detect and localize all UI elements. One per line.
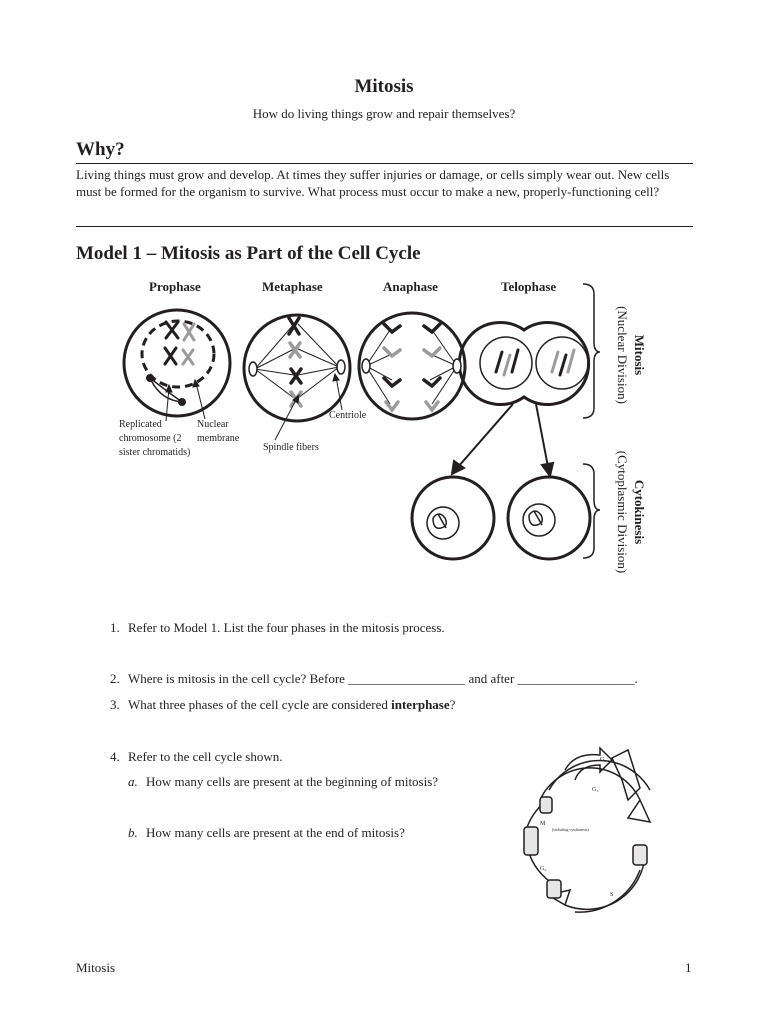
question-4-text: Refer to the cell cycle shown. — [128, 749, 283, 764]
question-3-text-post: ? — [449, 697, 456, 712]
cycle-label-g2: G₂ — [540, 866, 547, 872]
question-3-bold: interphase — [391, 697, 450, 712]
anaphase-spindle-fibers — [366, 330, 457, 404]
side-brackets — [583, 284, 600, 558]
anaphase-cell — [359, 313, 465, 419]
page-title: Mitosis — [354, 76, 414, 97]
anaphase-chromosomes — [384, 324, 440, 410]
prophase-spindle — [150, 378, 182, 402]
daughter-cell-left — [412, 477, 494, 559]
telophase-chromosomes — [496, 350, 574, 375]
footer-page-number: 1 — [685, 960, 692, 975]
why-text: Living things must grow and develop. At times they suffer injuries or damage, or cells simply wear out. New cells must be formed for the organism to survive. What process must occur to make a new, properly-functioning cell? — [76, 167, 670, 199]
centriole-label: Centriole — [329, 410, 367, 421]
question-4-number: 4. — [110, 749, 120, 764]
question-4 — [110, 748, 283, 765]
replicated-chromosome-label: Replicated chromosome (2 sister chromatids) — [119, 419, 191, 458]
footer-title: Mitosis — [76, 960, 116, 975]
prophase-chromosomes — [165, 322, 194, 364]
question-1-text: Refer to Model 1. List the four phases in the mitosis process. — [128, 620, 445, 635]
cycle-label-g0: G₀ — [600, 757, 607, 763]
cycle-label-s: S — [610, 892, 614, 898]
daughter-cell-right — [508, 477, 590, 559]
question-2-number: 2. — [110, 671, 120, 686]
label-anaphase: Anaphase — [383, 279, 438, 294]
question-4b-text: How many cells are present at the end of mitosis? — [146, 825, 405, 840]
question-4a-text: How many cells are present at the beginning of mitosis? — [146, 774, 439, 789]
question-4b — [128, 825, 405, 841]
question-4a — [128, 774, 438, 790]
question-1-number: 1. — [110, 620, 120, 635]
cytokinesis-side-subtitle: (Cytoplasmic Division) — [615, 450, 630, 574]
page-subtitle: How do living things grow and repair themselves? — [252, 106, 516, 121]
question-3-text-pre: What three phases of the cell cycle are considered — [128, 697, 392, 712]
cycle-label-g1: G₁ — [592, 787, 599, 793]
why-heading: Why? — [76, 139, 125, 160]
cytokinesis-side-title: Cytokinesis — [632, 479, 647, 545]
cycle-label-including: (including cytokinesis) — [552, 827, 589, 832]
question-2 — [110, 670, 638, 687]
cycle-label-m: M — [540, 821, 546, 827]
mitosis-side-subtitle: (Nuclear Division) — [615, 306, 630, 404]
cytokinesis-arrows — [452, 404, 553, 476]
label-telophase: Telophase — [501, 279, 557, 294]
mitosis-side-label — [608, 290, 648, 420]
question-4b-letter: b. — [128, 825, 138, 840]
question-2-text: Where is mitosis in the cell cycle? Before __________________ and after __________________. — [128, 671, 638, 686]
spindle-fibers-label: Spindle fibers — [263, 442, 319, 453]
cytokinesis-side-label — [608, 432, 648, 592]
mitosis-side-title: Mitosis — [632, 334, 647, 376]
nuclear-membrane-label: Nuclear membrane — [197, 419, 240, 444]
question-1 — [110, 619, 445, 636]
question-4a-letter: a. — [128, 774, 138, 789]
metaphase-spindle-fibers — [255, 324, 339, 398]
label-metaphase: Metaphase — [262, 279, 323, 294]
question-3 — [110, 696, 455, 713]
question-3-number: 3. — [110, 697, 120, 712]
metaphase-chromosomes — [289, 318, 301, 406]
label-prophase: Prophase — [149, 279, 201, 294]
model-heading: Model 1 – Mitosis as Part of the Cell Cycle — [76, 243, 421, 264]
